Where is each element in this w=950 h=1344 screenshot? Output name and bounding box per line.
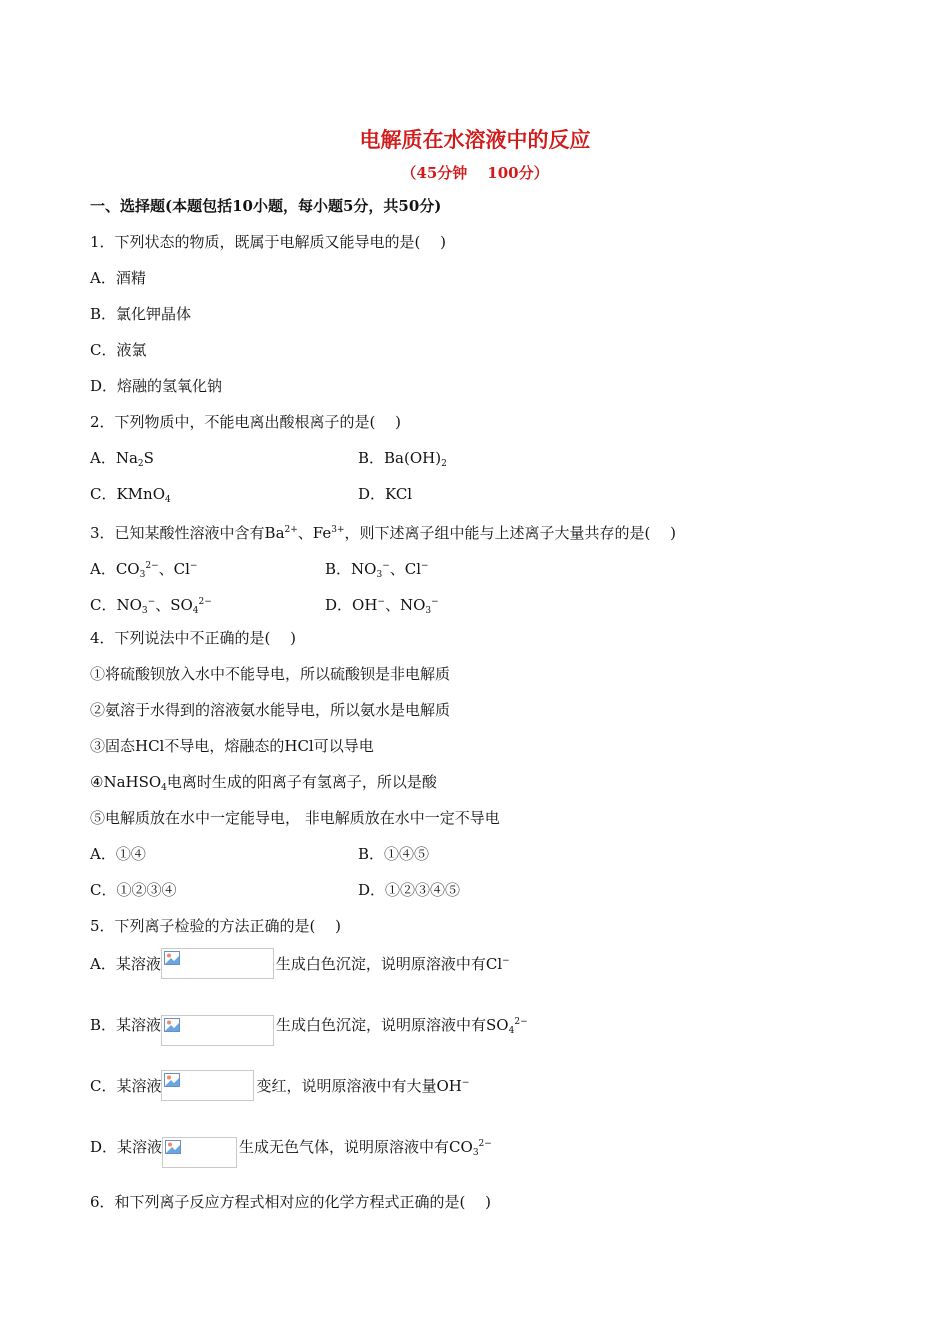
q4-statement-1: ①将硫酸钡放入水中不能导电，所以硫酸钡是非电解质 — [90, 665, 451, 683]
q4-statement-2: ②氨溶于水得到的溶液氨水能导电，所以氨水是电解质 — [90, 701, 451, 719]
q4-stem: 4．下列说法中不正确的是( ) — [90, 629, 297, 647]
q3-option-d: D．OH−、$NO_3^-$ — [325, 596, 439, 616]
q5-option-c: C．某溶液 变红，说明原溶液中有大量OH− — [90, 1068, 469, 1101]
q4-option-d: D．①②③④⑤ — [358, 881, 461, 899]
broken-image-icon — [161, 1070, 254, 1101]
broken-image-icon — [161, 948, 274, 979]
q4-statement-5: ⑤电解质放在水中一定能导电， 非电解质放在水中一定不导电 — [90, 809, 500, 827]
q5-option-b: B．某溶液 生成白色沉淀，说明原溶液中有$SO_4^{2-}$ — [90, 1007, 528, 1046]
q3-option-b: B．$NO_3^-$、Cl− — [325, 560, 429, 580]
q2-option-c: C．KMnO$_4$ — [90, 485, 171, 505]
broken-image-icon — [162, 1137, 237, 1168]
q1-option-b: B．氯化钾晶体 — [90, 305, 192, 323]
q3-option-a: A．$CO_3^{2-}$、Cl− — [90, 560, 198, 580]
q1-option-c: C．液氯 — [90, 341, 147, 359]
q4-option-c: C．①②③④ — [90, 881, 177, 899]
q2-option-a: A．$Na_2S$ — [90, 449, 154, 469]
q4-statement-4: ④NaHSO$_4$电离时生成的阳离子有氢离子，所以是酸 — [90, 773, 437, 793]
q6-stem: 6．和下列离子反应方程式相对应的化学方程式正确的是( ) — [90, 1193, 492, 1211]
q5-option-d: D．某溶液 生成无色气体，说明原溶液中有$CO_3^{2-}$ — [90, 1129, 492, 1168]
q1-stem: 1．下列状态的物质，既属于电解质又能导电的是( ) — [90, 233, 447, 251]
q2-option-b: B．$Ba(OH)_2$ — [358, 449, 447, 469]
q5-stem: 5．下列离子检验的方法正确的是( ) — [90, 917, 342, 935]
q5-option-a: A．某溶液 生成白色沉淀，说明原溶液中有Cl− — [90, 946, 510, 979]
q1-option-d: D．熔融的氢氧化钠 — [90, 377, 223, 395]
q3-stem: 3．已知某酸性溶液中含有$Ba^{2+}$、$Fe^{3+}$，则下述离子组中能与上述离子大量共存的是( ) — [90, 524, 677, 542]
q3-option-c: C．$NO_3^-$、$SO_4^{2-}$ — [90, 596, 212, 616]
subtitle-time: （45分钟 — [401, 164, 468, 182]
broken-image-icon — [161, 1015, 274, 1046]
q2-option-d: D．KCl — [358, 485, 413, 503]
subtitle-score: 100分） — [487, 164, 549, 182]
q4-option-a: A．①④ — [90, 845, 146, 863]
q2-stem: 2．下列物质中，不能电离出酸根离子的是( ) — [90, 413, 402, 431]
q4-statement-3: ③固态HCl不导电，熔融态的HCl可以导电 — [90, 737, 374, 755]
q1-option-a: A．酒精 — [90, 269, 146, 287]
section-heading: 一、选择题(本题包括10小题，每小题5分，共50分) — [90, 197, 442, 215]
page-subtitle — [0, 162, 950, 183]
q4-option-b: B．①④⑤ — [358, 845, 430, 863]
page-title: 电解质在水溶液中的反应 — [359, 127, 591, 152]
